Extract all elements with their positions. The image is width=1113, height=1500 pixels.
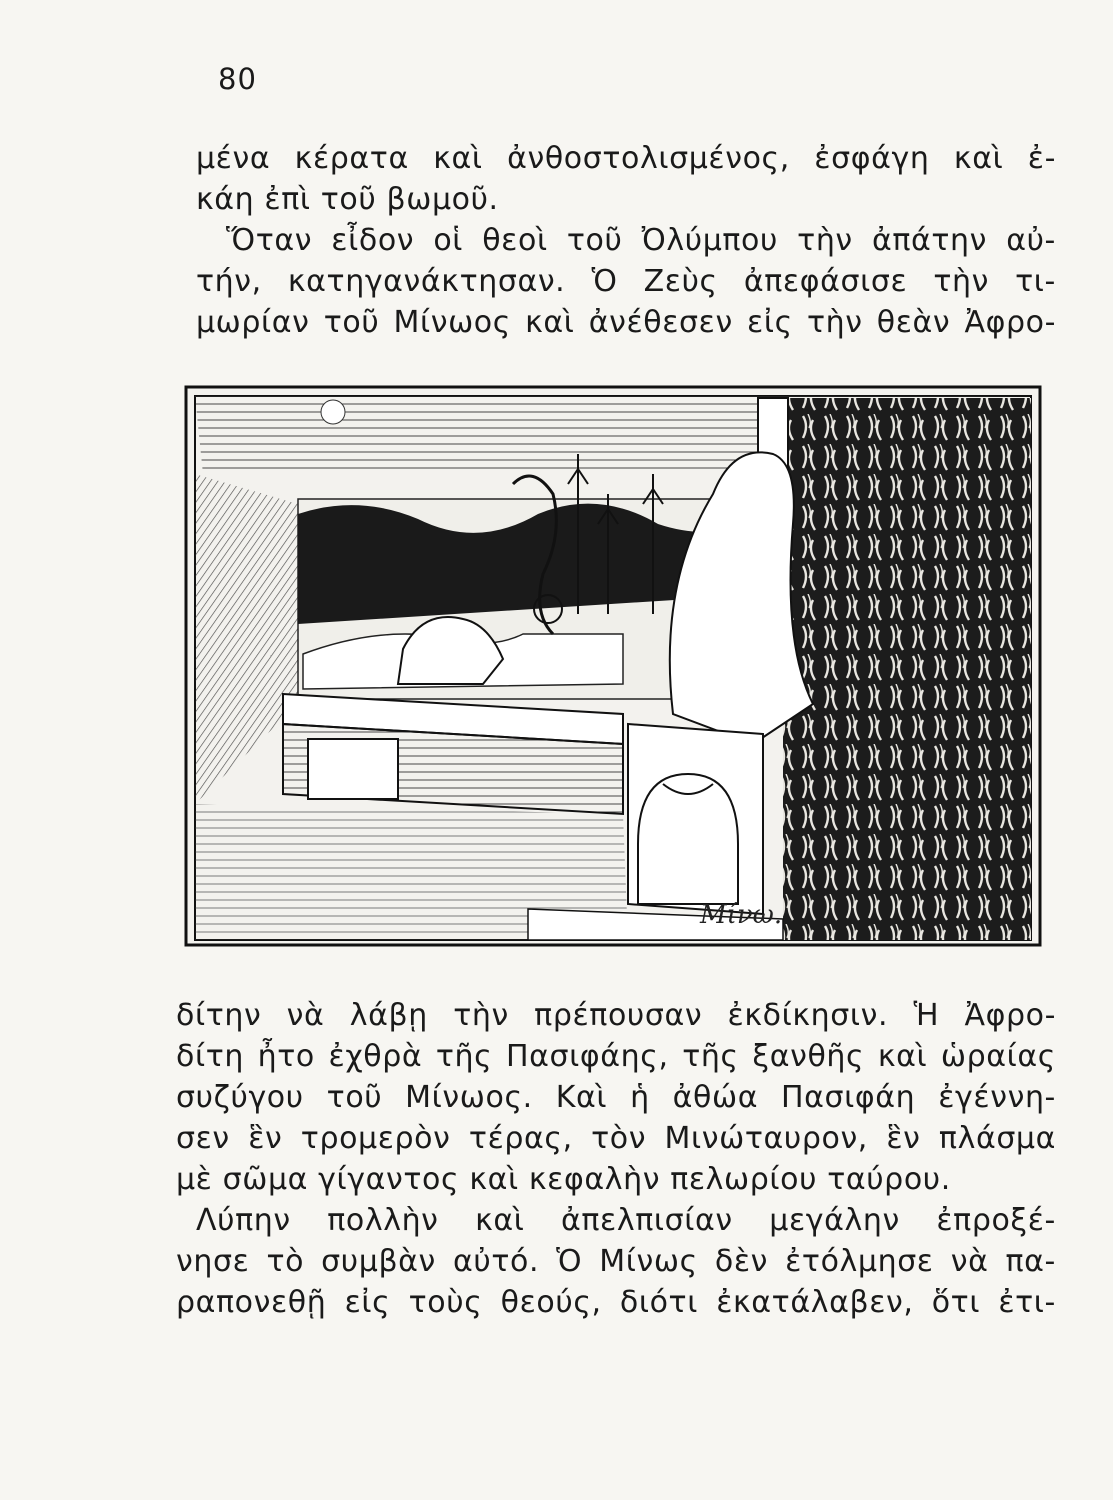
text-line: δίτην νὰ λάβῃ τὴν πρέπουσαν ἐκδίκησιν. Ἡ Ἀφρο- <box>176 998 1056 1033</box>
bottom-text-block <box>176 995 1056 1323</box>
text-line: συζύγου τοῦ Μίνωος. Καὶ ἡ ἀθώα Πασιφάη ἐγέννη- <box>176 1080 1056 1115</box>
page-number: 80 <box>218 62 257 96</box>
illustration <box>183 384 1043 950</box>
illustrator-signature: Μίνω. <box>700 900 783 930</box>
text-line: μένα κέρατα καὶ ἀνθοστολισμένος, ἐσφάγη καὶ ἐ- <box>196 141 1056 176</box>
top-text-block <box>196 138 1056 343</box>
text-line: σεν ἓν τρομερὸν τέρας, τὸν Μινώταυρον, ἓν πλάσμα <box>176 1121 1056 1156</box>
text-line: τήν, κατηγανάκτησαν. Ὁ Ζεὺς ἀπεφάσισε τὴν τι- <box>196 264 1056 299</box>
text-line: δίτη ἦτο ἐχθρὰ τῆς Πασιφάης, τῆς ξανθῆς καὶ ὡραίας <box>176 1039 1056 1074</box>
text-line: μωρίαν τοῦ Μίνωος καὶ ἀνέθεσεν εἰς τὴν θεὰν Ἀφρο- <box>196 305 1056 340</box>
moon-icon <box>321 400 345 424</box>
text-line: νησε τὸ συμβὰν αὐτό. Ὁ Μίνως δὲν ἐτόλμησε νὰ πα- <box>176 1244 1056 1279</box>
text-line: κάη ἐπὶ τοῦ βωμοῦ. <box>196 182 499 217</box>
text-line: ραπονεθῇ εἰς τοὺς θεούς, διότι ἐκατάλαβεν, ὅτι ἐτι- <box>176 1285 1056 1320</box>
text-line: Ὅταν εἶδον οἱ θεοὶ τοῦ Ὀλύμπου τὴν ἀπάτην αὐ- <box>226 223 1056 258</box>
text-line: Λύπην πολλὴν καὶ ἀπελπισίαν μεγάλην ἐπροξέ- <box>196 1203 1056 1238</box>
text-line: μὲ σῶμα γίγαντος καὶ κεφαλὴν πελωρίου ταύρου. <box>176 1162 951 1197</box>
